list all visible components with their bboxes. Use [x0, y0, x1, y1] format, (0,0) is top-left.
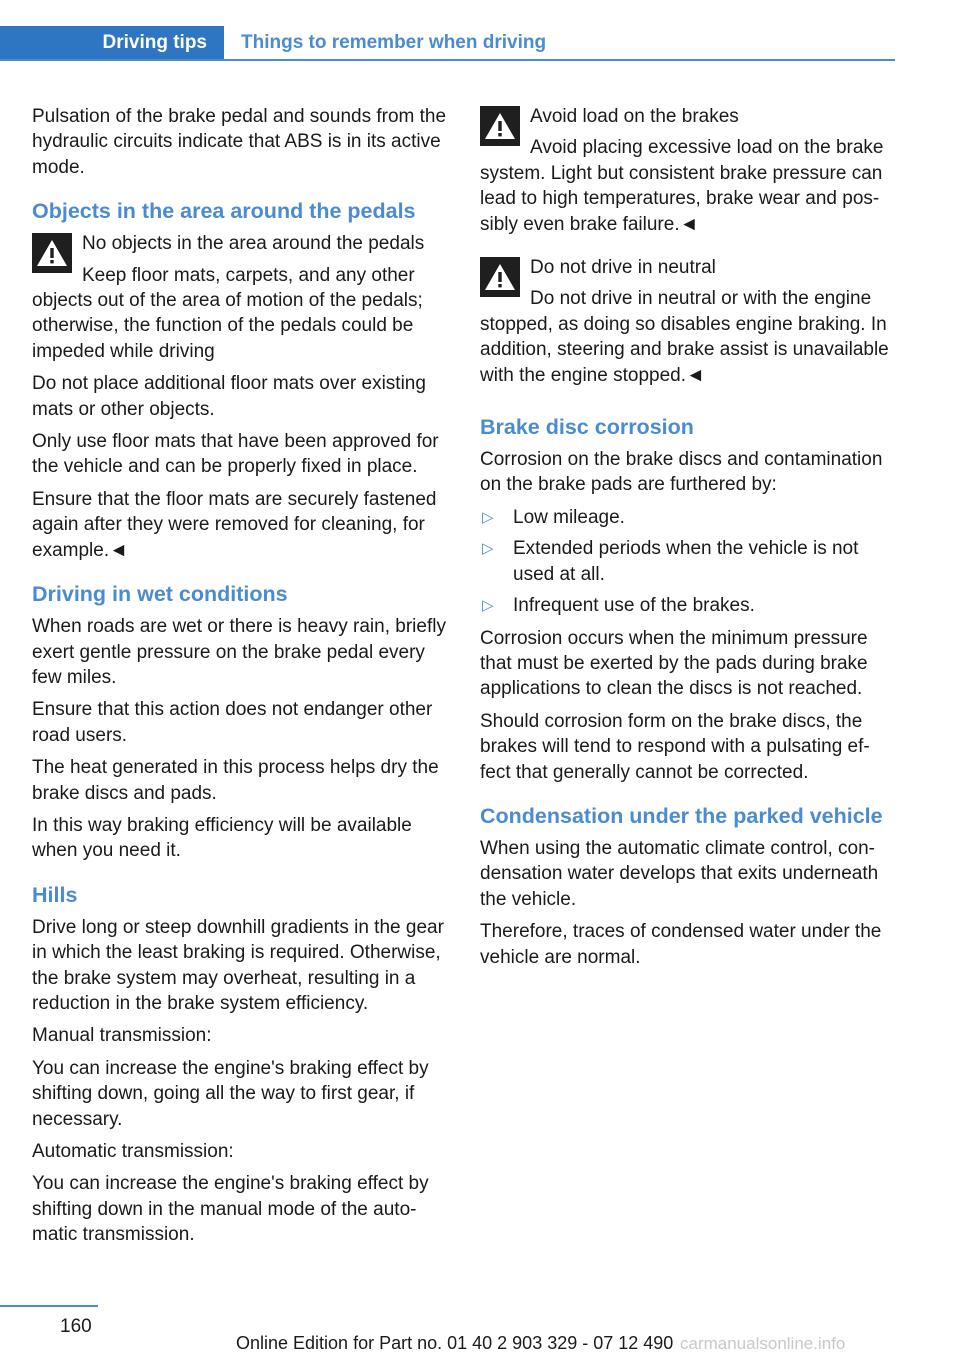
- manual-paragraph: You can increase the engine's braking effect by shifting down, going all the way to first gear, if necessary.: [32, 1057, 429, 1130]
- corrosion-paragraph-3: Should corrosion form on the brake discs, the brakes will tend to respond with a pulsating ef-fect that generally cannot be corrected.: [480, 710, 870, 783]
- warning-title: No objects in the area around the pedals: [82, 233, 425, 255]
- edition-note: Online Edition for Part no. 01 40 2 903 329 - 07 12 490: [236, 1333, 674, 1353]
- left-column: [32, 104, 450, 1255]
- condensation-paragraph-1: When using the automatic climate control, con-densation water develops that exits underneath the vehicle.: [480, 837, 879, 910]
- automatic-paragraph: You can increase the engine's braking effect by shifting down in the manual mode of the auto-matic transmission.: [32, 1173, 429, 1246]
- warning-title: Do not drive in neutral: [530, 257, 716, 279]
- warning-body: Keep floor mats, carpets, and any other objects out of the area of motion of the pedals; otherwise, the function of the pedals could be impeded while driving: [32, 264, 423, 362]
- warning-triangle-icon: [32, 233, 72, 273]
- warning-triangle-icon: [480, 106, 520, 146]
- bullet-triangle-icon: ▷: [482, 508, 494, 526]
- corrosion-paragraph-2: Corrosion occurs when the minimum pressure that must be exerted by the pads during brake applications to clean the discs is not reached.: [480, 627, 868, 700]
- heading-brake-disc-corrosion: Brake disc corrosion: [480, 415, 694, 440]
- header-rule: [0, 59, 895, 61]
- bullet-triangle-icon: ▷: [482, 597, 494, 615]
- list-item: ▷ Low mileage.: [480, 505, 898, 530]
- automatic-label: Automatic transmission:: [32, 1141, 234, 1162]
- warning-body: Do not drive in neutral or with the engine stopped, as doing so disables engine braking. In addition, steering and brake assist is unavailable with the engine stopped.◄: [480, 288, 889, 386]
- list-item: ▷ Infrequent use of the brakes.: [480, 593, 898, 618]
- chapter-tab[interactable]: Driving tips: [0, 26, 224, 60]
- page-header: [0, 26, 895, 62]
- mats-paragraph-1: Do not place additional floor mats over existing mats or other objects.: [32, 373, 426, 420]
- right-column: [480, 104, 898, 977]
- warning-neutral: [480, 255, 898, 388]
- heading-condensation: Condensation under the parked vehicle: [480, 803, 883, 828]
- mats-paragraph-2: Only use floor mats that have been approved for the vehicle and can be properly fixed in place.: [32, 431, 439, 478]
- corrosion-factors-list: [480, 505, 898, 619]
- mats-paragraph-3: Ensure that the floor mats are securely fastened again after they were removed for cleaning, for example.◄: [32, 488, 437, 561]
- watermark: carmanualsonline.info: [680, 1334, 846, 1353]
- wet-paragraph-1: When roads are wet or there is heavy rain, briefly exert gentle pressure on the brake pedal every few miles.: [32, 616, 446, 688]
- heading-wet-conditions: Driving in wet conditions: [32, 582, 288, 607]
- manual-label: Manual transmission:: [32, 1025, 212, 1047]
- wet-paragraph-4: In this way braking efficiency will be available when you need it.: [32, 814, 412, 862]
- heading-hills: Hills: [32, 882, 78, 907]
- condensation-paragraph-2: Therefore, traces of condensed water under the vehicle are normal.: [480, 921, 882, 968]
- corrosion-paragraph-1: Corrosion on the brake discs and contamination on the brake pads are furthered by:: [480, 449, 883, 496]
- footer-rule: [0, 1305, 98, 1307]
- bullet-triangle-icon: ▷: [482, 540, 494, 558]
- heading-objects-pedals: Objects in the area around the pedals: [32, 199, 416, 224]
- warning-body: Avoid placing excessive load on the brake system. Light but consistent brake pressure can lead to high temperatures, brake wear and pos-sibly even brake failure.◄: [480, 137, 884, 235]
- warning-objects-pedals: [32, 231, 450, 364]
- hills-paragraph: Drive long or steep downhill gradients in the gear in which the least braking is required. Otherwise, the brake system may overheat, resulting in a reduction in the brake system efficiency.: [32, 916, 444, 1014]
- wet-paragraph-3: The heat generated in this process helps dry the brake discs and pads.: [32, 757, 439, 804]
- page-number: 160: [60, 1316, 92, 1337]
- list-item: ▷ Extended periods when the vehicle is not used at all.: [482, 538, 859, 585]
- warning-triangle-icon: [480, 257, 520, 297]
- warning-brake-load: [480, 104, 898, 237]
- wet-paragraph-2: Ensure that this action does not endanger other road users.: [32, 699, 433, 746]
- warning-title: Avoid load on the brakes: [530, 106, 739, 127]
- abs-paragraph: Pulsation of the brake pedal and sounds from the hydraulic circuits indicate that ABS is in its active mode.: [32, 106, 447, 178]
- section-title: Things to remember when driving: [241, 32, 547, 53]
